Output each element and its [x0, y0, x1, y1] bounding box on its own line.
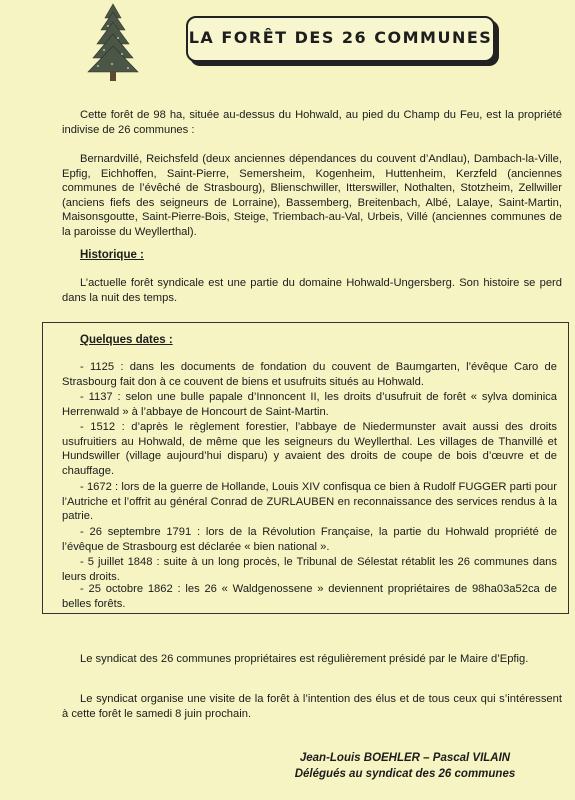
date-entry: - 25 octobre 1862 : les 26 « Waldgenossene » deviennent propriétaires de 98ha03a52ca de belles forêts. — [62, 583, 557, 610]
communes-paragraph: Bernardvillé, Reichsfeld (deux anciennes dépendances du couvent d’Andlau), Dambach-la-Ville, Epfig, Eichhoffen, Saint-Pierre, Semersheim, Kogenheim, Huttenheim, Kerzfeld (anciennes communes de l’évêché de Strasbourg), Blienschwiller, Itterswiller, Nothalten, Stotzheim, Zellwiller (anciens fiefs des seigneurs de Lorraine), Bassemberg, Breitenbach, Albé, Lalaye, Saint-Martin, Maisonsgoutte, Saint-Pierre-Bois, Steige, Triembach-au-Val, Urbeis, Villé (anciennes communes de la paroisse du Weyllerthal). — [62, 153, 562, 238]
date-entry: - 1672 : lors de la guerre de Hollande, Louis XIV confisqua ce bien à Rudolf FUGGER parti pour l’Autriche et l’offrit au général Conrad de ZURLAUBEN en reconnaissance des services rendus à la patrie. — [62, 481, 557, 523]
date-entry: - 5 juillet 1848 : suite à un long procès, le Tribunal de Sélestat rétablit les 26 communes dans leurs droits. — [62, 556, 557, 583]
date-entry: - 1512 : d’après le règlement forestier, l’abbaye de Niedermunster avait aussi des droits usufruitiers au Hohwald, de même que les seigneurs du Weyllerthal. Les villages de Thanvillé et Hundswiller (village aujourd’hui disparu) y avaient des droits de coupe de bois d’œuvre et de chauffage. — [62, 421, 557, 477]
historique-heading: Historique : — [80, 249, 144, 261]
signature-role: Délégués au syndicat des 26 communes — [294, 768, 516, 780]
date-entry: - 1137 : selon une bulle papale d’Innoncent II, les droits d’usufruit de forêt « sylva dominica Herrenwald » à l’abbaye de Honcourt de Saint-Martin. — [62, 391, 557, 418]
intro-paragraph: Cette forêt de 98 ha, située au-dessus du Hohwald, au pied du Champ du Feu, est la propriété indivise de 26 communes : — [62, 109, 562, 136]
fir-tree-icon — [86, 2, 140, 82]
page-title: LA FORÊT DES 26 COMMUNES — [188, 28, 493, 47]
date-entry: - 1125 : dans les documents de fondation du couvent de Baumgarten, l’évêque Caro de Strasbourg fait don à ce couvent de biens et usufruits situés au Hohwald. — [62, 361, 557, 388]
historique-paragraph: L’actuelle forêt syndicale est une partie du domaine Hohwald-Ungersberg. Son histoire se perd dans la nuit des temps. — [62, 277, 562, 304]
title-banner — [186, 16, 495, 62]
syndicat-paragraph-1: Le syndicat des 26 communes propriétaires est régulièrement présidé par le Maire d’Epfig. — [80, 653, 529, 665]
dates-heading: Quelques dates : — [80, 334, 173, 346]
date-entry: - 26 septembre 1791 : lors de la Révolution Française, la partie du Hohwald propriété de l’évêque de Strasbourg est déclarée « bien national ». — [62, 526, 557, 553]
syndicat-paragraph-2: Le syndicat organise une visite de la forêt à l’intention des élus et de tous ceux qui s’intéressent à cette forêt le samedi 8 juin prochain. — [62, 693, 562, 720]
signature-names: Jean-Louis BOEHLER – Pascal VILAIN — [299, 752, 511, 764]
